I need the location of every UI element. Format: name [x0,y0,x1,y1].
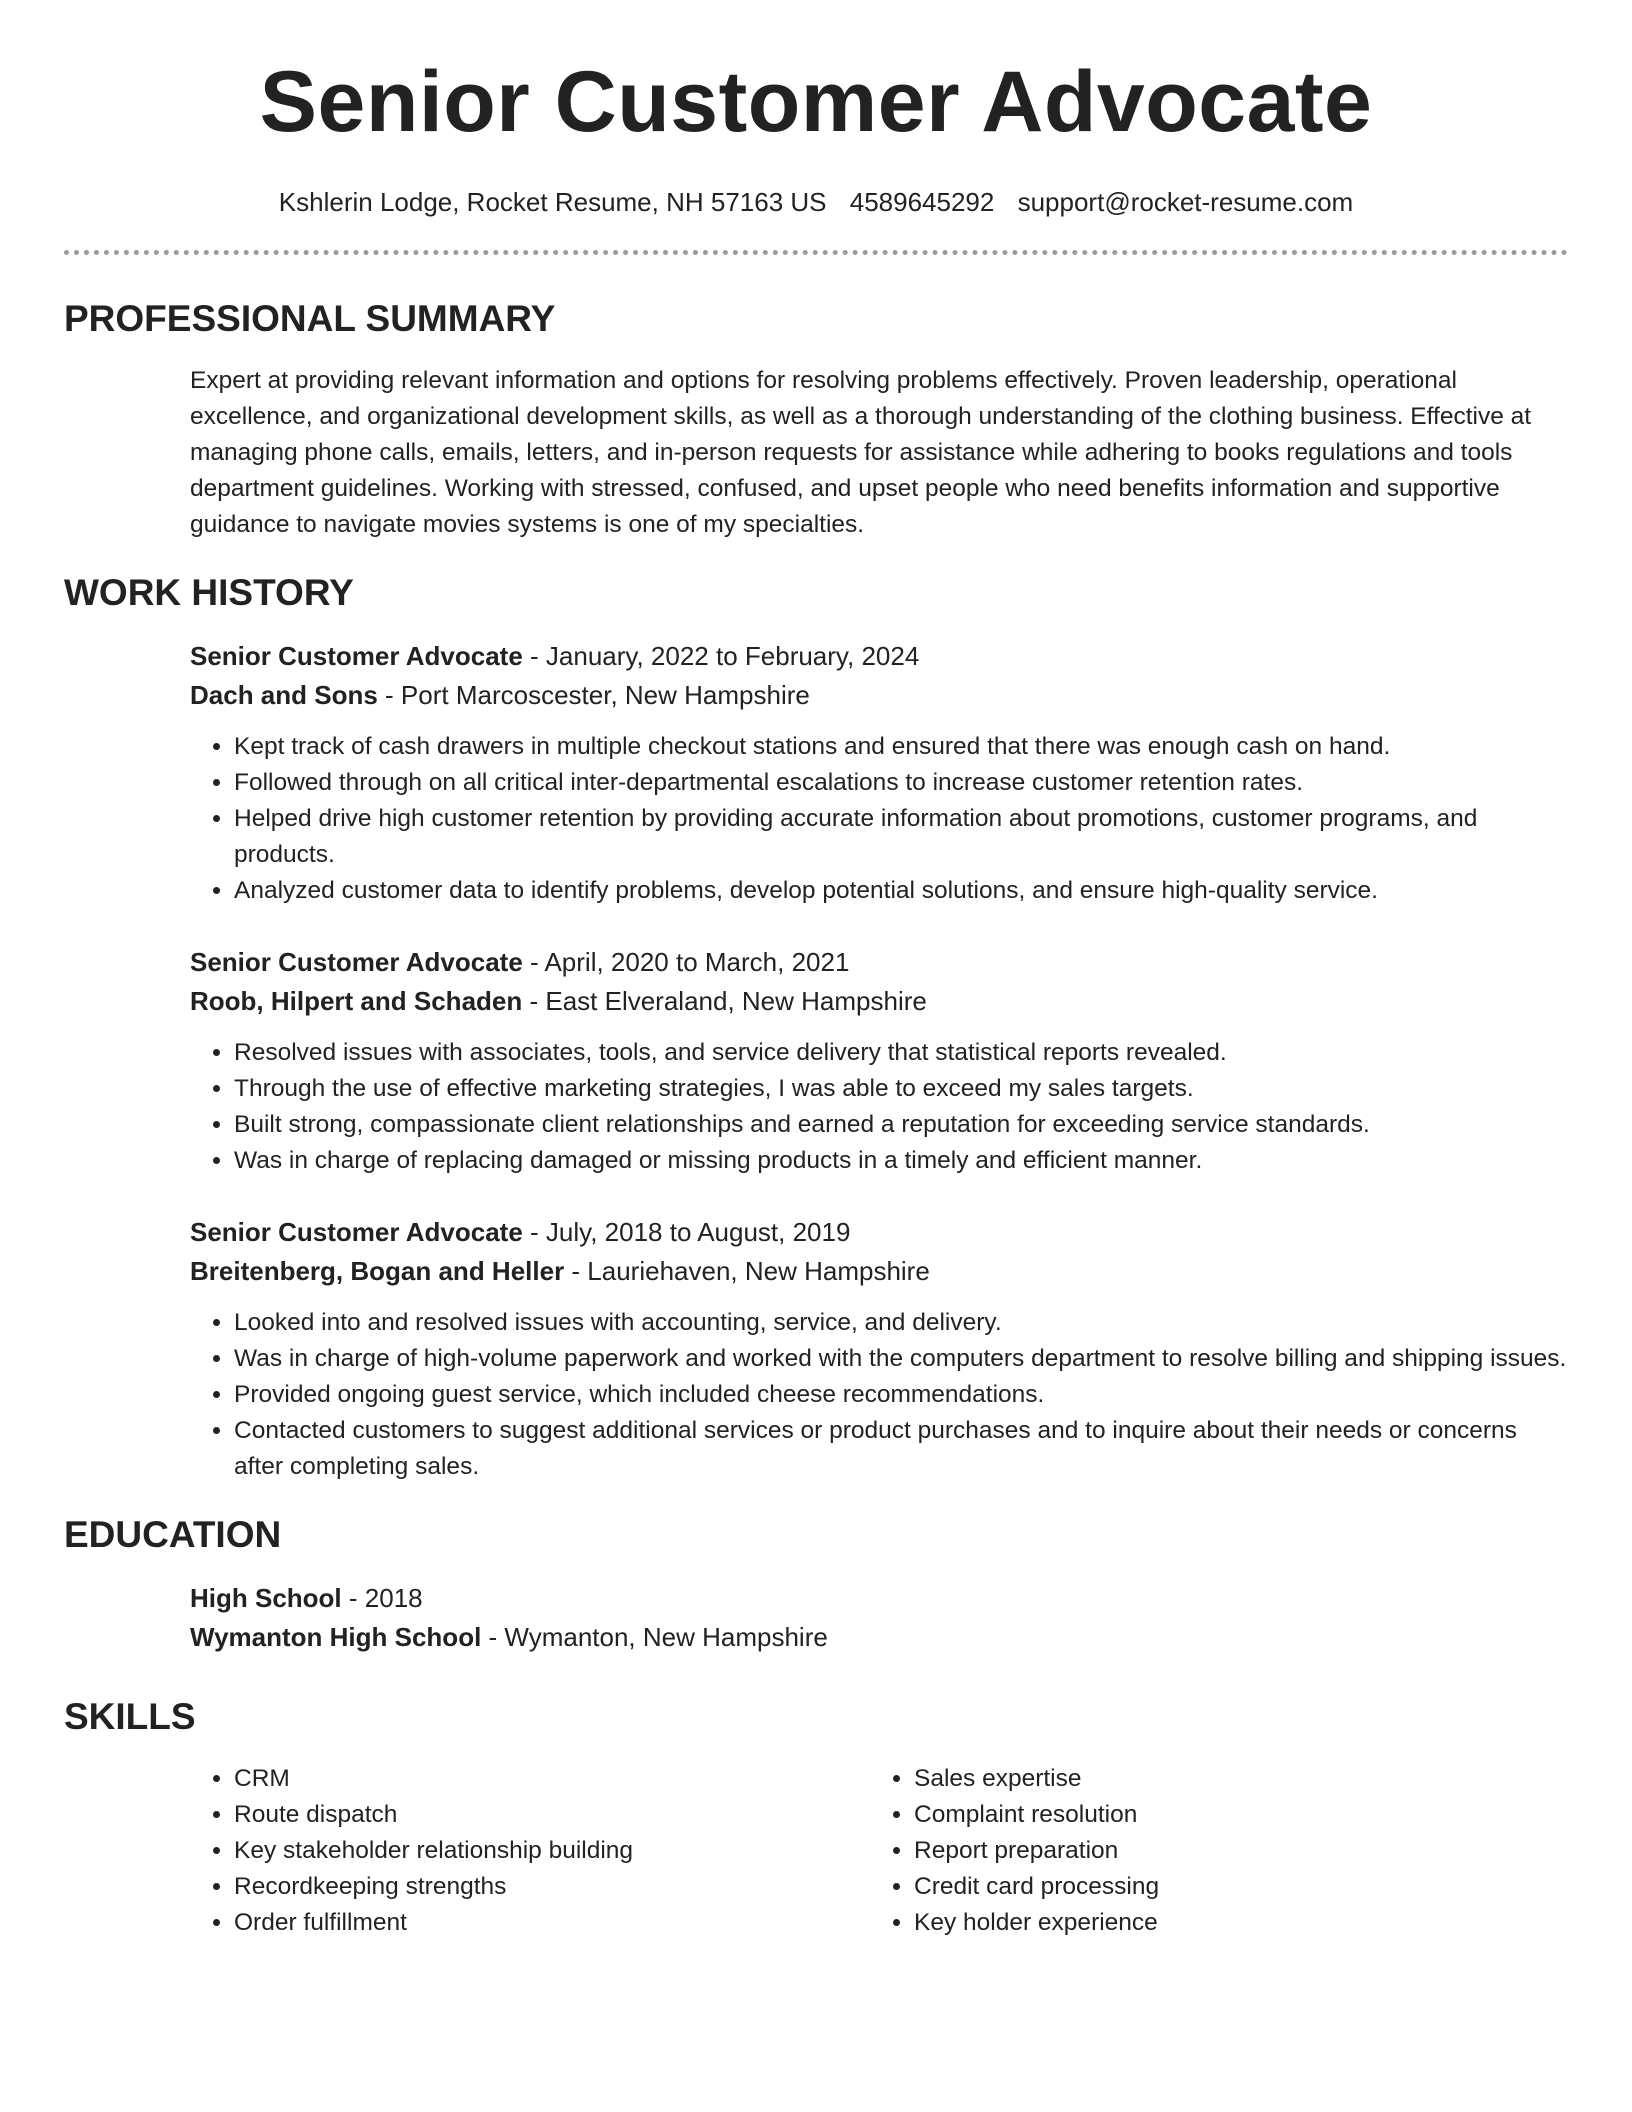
education-year: - 2018 [341,1583,423,1613]
job-company: Breitenberg, Bogan and Heller [190,1256,565,1286]
skills-body [190,1761,1568,1941]
job-role: Senior Customer Advocate [190,947,523,977]
job-bullet: • Provided ongoing guest service, which included cheese recommendations. [234,1377,1568,1413]
job-role: Senior Customer Advocate [190,1217,523,1247]
job-location: - East Elveraland, New Hampshire [522,986,927,1016]
section-title-skills: SKILLS [64,1696,196,1737]
education-section [64,1513,1568,1657]
skills-section [64,1695,1568,1941]
education-degree-line [190,1579,1568,1618]
job-location: - Port Marcoscester, New Hampshire [377,680,810,710]
skill-item: • Key holder experience [914,1905,1550,1941]
skill-item: • CRM [234,1761,870,1797]
section-title-work: WORK HISTORY [64,572,354,613]
job-bullet: • Through the use of effective marketing strategies, I was able to exceed my sales targets. [234,1071,1568,1107]
job-location: - Lauriehaven, New Hampshire [564,1256,930,1286]
job-bullet: • Kept track of cash drawers in multiple checkout stations and ensured that there was enough cash on hand. [234,729,1568,765]
job-bullet: • Was in charge of replacing damaged or missing products in a timely and efficient manner. [234,1143,1568,1179]
skill-item: • Order fulfillment [234,1905,870,1941]
skill-item: • Route dispatch [234,1797,870,1833]
job-entry [190,637,1568,909]
header-divider [64,250,1568,255]
job-bullet: • Helped drive high customer retention by providing accurate information about promotions, customer programs, and products. [234,801,1568,873]
job-bullets [190,1305,1568,1485]
contact-email: support@rocket-resume.com [1017,187,1354,217]
job-company-line [190,982,1568,1021]
education-location: - Wymanton, New Hampshire [481,1622,828,1652]
skill-item: • Credit card processing [914,1869,1550,1905]
contact-line [64,184,1568,220]
education-school-line [190,1618,1568,1657]
skills-list-right [870,1761,1550,1941]
summary-body [190,363,1568,543]
skills-list-left [190,1761,870,1941]
job-dates: - July, 2018 to August, 2019 [522,1217,851,1247]
job-bullet: • Built strong, compassionate client relationships and earned a reputation for exceeding service standards. [234,1107,1568,1143]
job-company-line [190,676,1568,715]
education-degree: High School [190,1583,342,1613]
job-dates: - January, 2022 to February, 2024 [522,641,920,671]
summary-text: Expert at providing relevant information and options for resolving problems effectively. Proven leadership, operational excellence, and organizational development skills, as well as a thorough understanding of the clothing business. Effective at managing phone calls, emails, letters, and in-person requests for assistance while adhering to books regulations and tools department guidelines. Working with stressed, confused, and upset people who need benefits information and supportive guidance to navigate movies systems is one of my specialties. [190,367,1532,538]
job-role-line [190,1213,1568,1252]
job-bullet: • Analyzed customer data to identify problems, develop potential solutions, and ensure high-quality service. [234,873,1568,909]
job-bullet: • Followed through on all critical inter-departmental escalations to increase customer retention rates. [234,765,1568,801]
summary-section [64,297,1568,543]
skill-item: • Report preparation [914,1833,1550,1869]
work-history-body [190,637,1568,1485]
resume-header [64,0,1568,255]
job-role: Senior Customer Advocate [190,641,523,671]
work-history-section [64,571,1568,1485]
section-title-summary: PROFESSIONAL SUMMARY [64,298,556,339]
job-bullets [190,729,1568,909]
skill-item: • Complaint resolution [914,1797,1550,1833]
job-role-line [190,943,1568,982]
candidate-title: Senior Customer Advocate [259,54,1373,150]
job-role-line [190,637,1568,676]
job-entry [190,1213,1568,1485]
job-bullets [190,1035,1568,1179]
job-dates: - April, 2020 to March, 2021 [522,947,850,977]
skill-item: • Sales expertise [914,1761,1550,1797]
skill-item: • Key stakeholder relationship building [234,1833,870,1869]
education-school: Wymanton High School [190,1622,482,1652]
job-entry [190,943,1568,1179]
job-bullet: • Resolved issues with associates, tools, and service delivery that statistical reports revealed. [234,1035,1568,1071]
section-title-education: EDUCATION [64,1514,282,1555]
contact-address: Kshlerin Lodge, Rocket Resume, NH 57163 US [278,187,827,217]
job-company: Dach and Sons [190,680,378,710]
skill-item: • Recordkeeping strengths [234,1869,870,1905]
job-bullet: • Was in charge of high-volume paperwork and worked with the computers department to resolve billing and shipping issues. [234,1341,1568,1377]
education-body [190,1579,1568,1657]
job-company: Roob, Hilpert and Schaden [190,986,523,1016]
contact-phone: 4589645292 [849,187,995,217]
job-bullet: • Looked into and resolved issues with accounting, service, and delivery. [234,1305,1568,1341]
job-company-line [190,1252,1568,1291]
job-bullet: • Contacted customers to suggest additional services or product purchases and to inquire about their needs or concerns after completing sales. [234,1413,1568,1485]
